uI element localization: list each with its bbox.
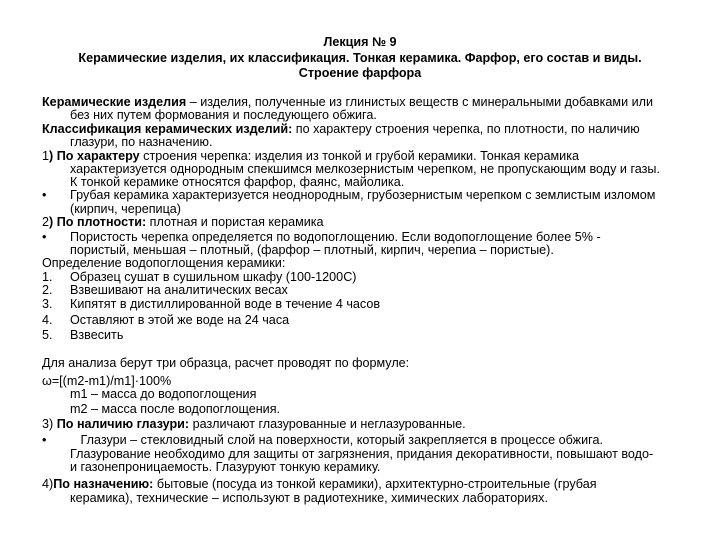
term: Классификация керамических изделий: — [42, 122, 293, 136]
definition-paragraph — [42, 95, 653, 109]
number: 4) — [42, 477, 54, 491]
text-line: керамика), технические – используют в радиотехнике, химических лабораториях. — [70, 491, 548, 505]
text-line: и газонепроницаемость. Глазуруют тонкую керамику. — [70, 460, 381, 474]
step-number: 4. — [42, 313, 53, 327]
glaze-paragraph — [42, 417, 466, 431]
bullet-text: Грубая керамика характеризуется неоднородным, грубозернистым черепком с землистым изломом — [70, 188, 656, 202]
bullet-text: Пористость черепка определяется по водопоглощению. Если водопоглощение более 5% - — [70, 230, 601, 244]
step-text: Образец сушат в сушильном шкафу (100-1200С) — [70, 270, 357, 284]
text-line: глазури, по назначению. — [70, 135, 213, 149]
text: по характеру строения черепка, по плотности, по наличию — [292, 122, 640, 136]
bullet-text: Глазури – стекловидный слой на поверхности, который закрепляется в процессе обжига. — [70, 433, 603, 447]
term: Керамические изделия — [42, 95, 187, 109]
number: 1 — [42, 149, 50, 163]
text-line: Глазурование необходимо для защиты от загрязнения, придания декоративности, повышают водо- — [70, 447, 654, 461]
purpose-paragraph — [42, 477, 597, 491]
bullet-marker: • — [42, 230, 47, 244]
text-line: пористый, меньшая – плотный, (фарфор – плотный, кирпич, черепиа – пористые). — [70, 243, 554, 257]
lecture-number: Лекция № 9 — [323, 35, 397, 49]
analysis-text: Для анализа берут три образца, расчет проводят по формуле: — [42, 356, 410, 370]
text: бытовые (посуда из тонкой керамики), архитектурно-строительные (грубая — [153, 477, 597, 491]
text: – изделия, полученные из глинистых веществ с минеральными добавками или — [186, 95, 654, 109]
text-line: без них путем формования и последующего обжига. — [70, 108, 377, 122]
lecture-subtitle: Строение фарфора — [298, 66, 422, 80]
structure-paragraph — [42, 149, 579, 163]
term: ) По характеру — [49, 149, 140, 163]
step-number: 3. — [42, 297, 53, 311]
text: плотная и пористая керамика — [146, 215, 324, 229]
m2-definition: m2 – масса после водопоглощения. — [70, 402, 281, 416]
step-text: Кипятят в дистиллированной воде в течение 4 часов — [70, 297, 381, 311]
step-number: 1. — [42, 270, 53, 284]
text-line: К тонкой керамике относятся фарфор, фаянс, майолика. — [70, 175, 405, 189]
step-text: Взвешивают на аналитических весах — [70, 283, 288, 297]
number: 3) — [42, 417, 57, 431]
bullet-marker: • — [42, 433, 47, 447]
term: ) По плотности: — [49, 215, 147, 229]
step-number: 2. — [42, 283, 53, 297]
step-text: Оставляют в этой же воде на 24 часа — [70, 313, 290, 327]
text-line: (кирпич, черепица) — [70, 202, 181, 216]
lecture-title: Керамические изделия, их классификация. Тонкая керамика. Фарфор, его состав и виды. — [78, 51, 642, 65]
classification-paragraph — [42, 122, 640, 136]
step-number: 5. — [42, 328, 53, 342]
term: По назначению: — [53, 477, 154, 491]
text: различают глазурованные и неглазурованные. — [189, 417, 466, 431]
density-paragraph — [42, 215, 324, 229]
term: По наличию глазури: — [56, 417, 190, 431]
bullet-marker: • — [42, 188, 47, 202]
water-absorption-heading: Определение водопоглощения керамики: — [42, 256, 286, 270]
formula: ω=[(m2-m1)/m1]·100% — [42, 374, 172, 388]
step-text: Взвесить — [70, 328, 124, 342]
number: 2 — [42, 215, 50, 229]
text: строения черепка: изделия из тонкой и грубой керамики. Тонкая керамика — [139, 149, 579, 163]
text-line: характеризуется однородным спекшимся мелкозернистым черепком, не пропускающим воду и газы. — [70, 162, 660, 176]
m1-definition: m1 – масса до водопоглощения — [70, 387, 257, 401]
